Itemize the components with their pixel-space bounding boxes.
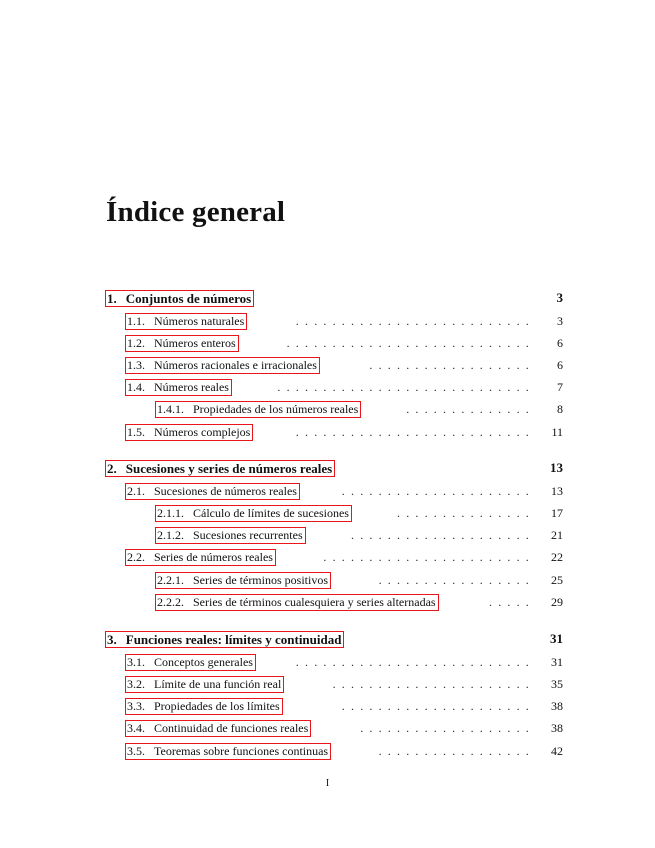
dot-leader: ............................ <box>277 380 535 394</box>
toc-link-1-2[interactable] <box>125 335 239 352</box>
toc-section-3-4 <box>0 720 655 738</box>
entry-page: 7 <box>557 380 563 394</box>
page-number-footer: I <box>325 778 330 789</box>
toc-subsection-2-2-1 <box>0 572 655 590</box>
entry-page: 17 <box>551 506 563 520</box>
toc-link-2-1-1[interactable] <box>155 505 352 522</box>
toc-subsection-2-1-1 <box>0 505 655 523</box>
entry-number: 1.4.1. <box>157 402 184 416</box>
toc-link-3-1[interactable] <box>125 654 256 671</box>
entry-page: 3 <box>557 314 563 328</box>
toc-link-1-1[interactable] <box>125 313 247 330</box>
entry-label: Sucesiones y series de números reales <box>125 461 333 476</box>
dot-leader: ..................... <box>341 699 535 713</box>
entry-page: 3 <box>556 290 563 305</box>
toc-chapter-3 <box>0 631 655 649</box>
toc-section-1-2 <box>0 335 655 353</box>
toc-link-3-5[interactable] <box>125 743 331 760</box>
toc-link-2-1-2[interactable] <box>155 527 306 544</box>
entry-label: Sucesiones recurrentes <box>193 528 303 542</box>
entry-number: 1.1. <box>127 314 145 328</box>
toc-section-1-5 <box>0 424 655 442</box>
toc-section-2-1 <box>0 483 655 501</box>
entry-page: 6 <box>557 358 563 372</box>
entry-label: Conjuntos de números <box>125 291 252 306</box>
entry-label: Series de términos positivos <box>193 573 328 587</box>
toc-link-chapter-3[interactable] <box>105 631 344 648</box>
entry-label: Números reales <box>154 380 229 394</box>
entry-page: 22 <box>551 550 563 564</box>
toc-section-1-4 <box>0 379 655 397</box>
entry-number: 3.2. <box>127 677 145 691</box>
entry-label: Cálculo de límites de sucesiones <box>193 506 349 520</box>
entry-page: 38 <box>551 699 563 713</box>
toc-chapter-2 <box>0 460 655 478</box>
entry-number: 2.1.2. <box>157 528 184 542</box>
entry-label: Números racionales e irracionales <box>154 358 317 372</box>
entry-number: 1.5. <box>127 425 145 439</box>
dot-leader: .................. <box>369 358 535 372</box>
entry-label: Números naturales <box>154 314 245 328</box>
entry-number: 1.4. <box>127 380 145 394</box>
toc-section-3-1 <box>0 654 655 672</box>
toc-subsection-2-2-2 <box>0 594 655 612</box>
toc-section-3-3 <box>0 698 655 716</box>
entry-number: 3.5. <box>127 744 145 758</box>
page-title: Índice general <box>106 196 286 228</box>
dot-leader: ..................... <box>341 484 535 498</box>
entry-label: Límite de una función real <box>154 677 282 691</box>
dot-leader: .......................... <box>295 425 535 439</box>
toc-subsection-1-4-1 <box>0 401 655 419</box>
entry-page: 13 <box>551 484 563 498</box>
entry-number: 1.3. <box>127 358 145 372</box>
entry-number: 3. <box>107 632 117 647</box>
entry-page: 31 <box>551 655 563 669</box>
toc-link-2-2[interactable] <box>125 549 276 566</box>
entry-number: 3.1. <box>127 655 145 669</box>
entry-page: 6 <box>557 336 563 350</box>
entry-page: 11 <box>551 425 563 439</box>
toc-link-2-2-1[interactable] <box>155 572 331 589</box>
entry-number: 2.2. <box>127 550 145 564</box>
entry-label: Series de números reales <box>154 550 273 564</box>
entry-page: 25 <box>551 573 563 587</box>
toc-section-1-1 <box>0 313 655 331</box>
entry-label: Propiedades de los límites <box>154 699 280 713</box>
toc-link-2-1[interactable] <box>125 483 300 500</box>
toc-link-chapter-2[interactable] <box>105 460 335 477</box>
entry-page: 38 <box>551 721 563 735</box>
entry-label: Funciones reales: límites y continuidad <box>125 632 342 647</box>
entry-label: Números enteros <box>154 336 236 350</box>
entry-number: 1. <box>107 291 117 306</box>
entry-label: Series de términos cualesquiera y series alternadas <box>193 595 436 609</box>
dot-leader: .............. <box>406 402 535 416</box>
entry-number: 2.1. <box>127 484 145 498</box>
dot-leader: ................. <box>378 573 535 587</box>
entry-label: Conceptos generales <box>154 655 253 669</box>
entry-number: 2.2.1. <box>157 573 184 587</box>
entry-number: 3.3. <box>127 699 145 713</box>
entry-number: 2.1.1. <box>157 506 184 520</box>
entry-number: 1.2. <box>127 336 145 350</box>
entry-label: Teoremas sobre funciones continuas <box>154 744 329 758</box>
toc-subsection-2-1-2 <box>0 527 655 545</box>
toc-link-chapter-1[interactable] <box>105 290 254 307</box>
dot-leader: ................. <box>378 744 535 758</box>
entry-page: 13 <box>550 460 563 475</box>
toc-link-3-3[interactable] <box>125 698 283 715</box>
entry-label: Continuidad de funciones reales <box>154 721 309 735</box>
dot-leader: ................... <box>360 721 535 735</box>
entry-label: Números complejos <box>154 425 251 439</box>
toc-section-3-2 <box>0 676 655 694</box>
entry-label: Propiedades de los números reales <box>193 402 359 416</box>
entry-page: 42 <box>551 744 563 758</box>
entry-number: 3.4. <box>127 721 145 735</box>
dot-leader: .................... <box>351 528 535 542</box>
entry-page: 31 <box>550 631 563 646</box>
entry-page: 35 <box>551 677 563 691</box>
dot-leader: ....................... <box>323 550 535 564</box>
toc-section-1-3 <box>0 357 655 375</box>
toc-section-3-5 <box>0 743 655 761</box>
dot-leader: .......................... <box>295 314 535 328</box>
entry-page: 29 <box>551 595 563 609</box>
toc-link-2-2-2[interactable] <box>155 594 439 611</box>
toc-link-1-4[interactable] <box>125 379 232 396</box>
dot-leader: ........................... <box>286 336 535 350</box>
toc-section-2-2 <box>0 549 655 567</box>
dot-leader: ...................... <box>332 677 535 691</box>
toc-link-1-4-1[interactable] <box>155 401 361 418</box>
toc-chapter-1 <box>0 290 655 308</box>
entry-number: 2.2.2. <box>157 595 184 609</box>
toc-link-3-2[interactable] <box>125 676 284 693</box>
toc-link-3-4[interactable] <box>125 720 311 737</box>
entry-page: 8 <box>557 402 563 416</box>
entry-label: Sucesiones de números reales <box>154 484 297 498</box>
toc-link-1-5[interactable] <box>125 424 253 441</box>
dot-leader: .......................... <box>295 655 535 669</box>
dot-leader: ..... <box>489 595 535 609</box>
toc-link-1-3[interactable] <box>125 357 320 374</box>
dot-leader: ............... <box>397 506 535 520</box>
entry-page: 21 <box>551 528 563 542</box>
entry-number: 2. <box>107 461 117 476</box>
